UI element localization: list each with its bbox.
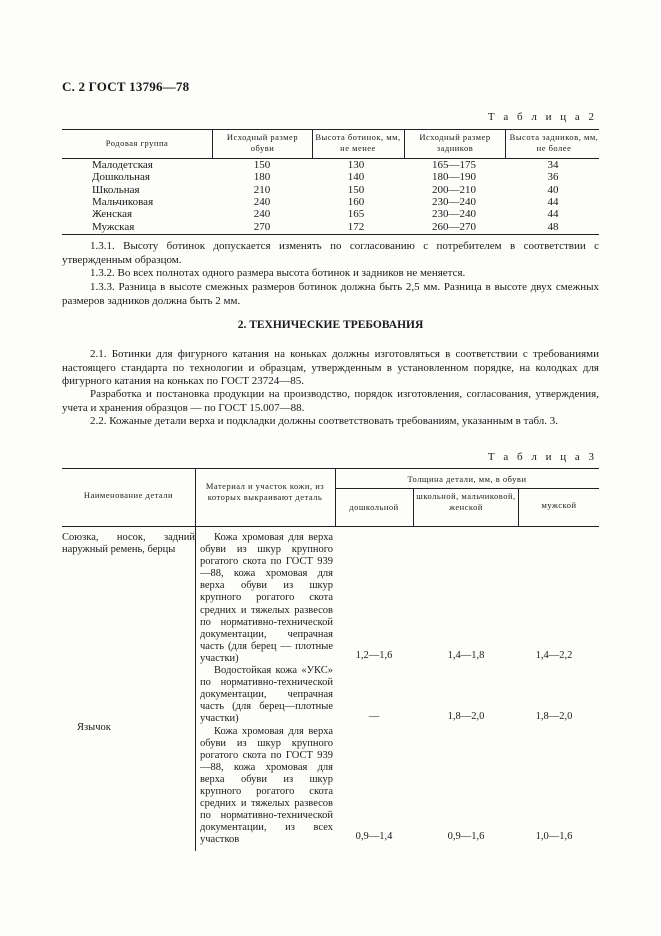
table2-cell-size: 150 [253, 159, 271, 171]
para-2-1-b: Разработка и постановка продукции на производство, порядок изготовления, согласования, утверждения, учета и хранения образцов — по ГОСТ 15.007—88. [62, 388, 599, 414]
table2-cell-heel-h: 44 [547, 195, 559, 208]
table3-header-thickness: Толщина детали, мм, в обуви [407, 474, 527, 484]
table2-cell-group: Женская [92, 208, 133, 221]
table2-cell-heel-size: 165—175 [432, 159, 476, 171]
table2-header-heel-size: Исходный размер задников [419, 132, 491, 153]
table3-value: 0,9—1,4 [355, 831, 393, 842]
table3-header-name: Наименование детали [83, 490, 174, 500]
table3-part-2: Язычок [77, 722, 111, 733]
table2-cell-heel-h: 48 [547, 220, 559, 233]
para-2-1: 2.1. Ботинки для фигурного катания на коньках должны изготовляться в соответствии с требованиями настоящего стандарта по технологии и образцам, утвержденным в установленном порядке, на колодках для фигурного катания на коньках по ГОСТ 23724—85. [62, 348, 599, 387]
table2-cell-size: 210 [253, 183, 271, 196]
section-title: 2. ТЕХНИЧЕСКИЕ ТРЕБОВАНИЯ [237, 319, 424, 331]
table3-material-1b: Водостойкая кожа «УКС» по нормативно-технической документации, чепрачная часть (для берец—плотные участки) [200, 665, 333, 725]
table2-header-boot-height: Высота ботинок, мм, не менее [315, 132, 401, 153]
table2-cell-size: 240 [253, 195, 271, 208]
table3-value: 1,4—1,8 [447, 650, 485, 661]
table3-header-school: школьной, мальчиковой, женской [416, 491, 516, 512]
table2-cell-boot-h: 140 [347, 171, 365, 184]
table2-cell-boot-h: 165 [347, 208, 365, 221]
table2-bottom-rule [62, 234, 599, 235]
table3-material-2: Кожа хромовая для верха обуви из шкур крупного рогатого скота по ГОСТ 939—88, кожа хромовая для верха обуви из шкур крупного рогатого скота средних и тяжелых развесов по нормативно-технической документации, из всех участков [200, 725, 333, 846]
table2-cell-heel-h: 34 [547, 159, 559, 171]
table3-value: 1,2—1,6 [355, 650, 393, 661]
table3-divider [195, 468, 196, 851]
table3-caption: Т а б л и ц а 3 [487, 451, 597, 463]
note-1-3-3: 1.3.3. Разница в высоте смежных размеров ботинок должна быть 2,5 мм. Разница в высоте двух смежных размеров задников должна быть 2 мм. [62, 281, 599, 307]
note-1-3-1: 1.3.1. Высоту ботинок допускается изменять по согласованию с потребителем в соответствии с утвержденным образцом. [62, 240, 599, 266]
note-1-3-2: 1.3.2. Во всех полнотах одного размера высота ботинок и задников не меняется. [90, 267, 466, 279]
table2-cell-heel-size: 230—240 [432, 195, 476, 208]
table3-header-preschool: дошкольной [349, 502, 399, 512]
table3-material-1 [200, 532, 333, 846]
table3-value: 1,4—2,2 [535, 650, 573, 661]
table2-cell-group: Малодетская [92, 159, 153, 171]
table3-header-material: Материал и участок кожи, из которых выкраивают деталь [205, 481, 325, 502]
table2-cell-boot-h: 172 [347, 220, 365, 233]
table2-cell-heel-h: 44 [547, 208, 559, 221]
table2-caption: Т а б л и ц а 2 [487, 111, 597, 123]
table2-cell-heel-h: 40 [547, 183, 559, 196]
table3-material-1a: Кожа хромовая для верха обуви из шкур крупного рогатого скота по ГОСТ 939—88, кожа хромовая для верха обуви из шкур крупного рогатого скота средних и тяжелых развесов по нормативно-технической документации, чепрачная часть (для берец — плотные участки) [200, 532, 333, 664]
table2-divider [505, 129, 506, 158]
table2-cell-heel-size: 200—210 [432, 183, 476, 196]
table3-header-rule [62, 526, 599, 527]
table2-cell-group: Мужская [92, 220, 135, 233]
table3-value: 0,9—1,6 [447, 831, 485, 842]
table2-divider [212, 129, 213, 158]
table2-header-size: Исходный размер обуви [226, 132, 299, 153]
table2-cell-size: 270 [253, 220, 271, 233]
table2-divider [312, 129, 313, 158]
table2-divider [404, 129, 405, 158]
table2-cell-boot-h: 160 [347, 195, 365, 208]
table2-cell-boot-h: 130 [347, 159, 365, 171]
table3-value: 1,8—2,0 [535, 711, 573, 722]
table3-subheader-rule [335, 488, 599, 489]
table2-cell-group: Мальчиковая [92, 195, 154, 208]
table3-value: 1,8—2,0 [447, 711, 485, 722]
table2-header-heel-height: Высота задников, мм, не более [509, 132, 599, 153]
table2-cell-heel-size: 260—270 [432, 220, 476, 233]
table2-cell-size: 180 [253, 171, 271, 184]
table3-top-rule [62, 468, 599, 469]
table2-cell-heel-size: 230—240 [432, 208, 476, 221]
page-header: С. 2 ГОСТ 13796—78 [62, 79, 190, 94]
table3-header-men: мужской [541, 500, 577, 510]
table2-cell-size: 240 [253, 208, 271, 221]
table2-cell-group: Школьная [92, 183, 140, 196]
table2-cell-boot-h: 150 [347, 183, 365, 196]
table3-part-1: Союзка, носок, задний наружный ремень, берцы [62, 532, 195, 555]
table3-value: — [368, 711, 380, 722]
para-2-2: 2.2. Кожаные детали верха и подкладки должны соответствовать требованиям, указанным в табл. 3. [90, 415, 559, 427]
table2-cell-heel-h: 36 [547, 171, 559, 184]
table2-cell-heel-size: 180—190 [432, 171, 476, 184]
table2-top-rule [62, 129, 599, 130]
table2-header-group: Родовая группа [105, 138, 169, 148]
table2-cell-group: Дошкольная [92, 171, 150, 184]
table3-value: 1,0—1,6 [535, 831, 573, 842]
